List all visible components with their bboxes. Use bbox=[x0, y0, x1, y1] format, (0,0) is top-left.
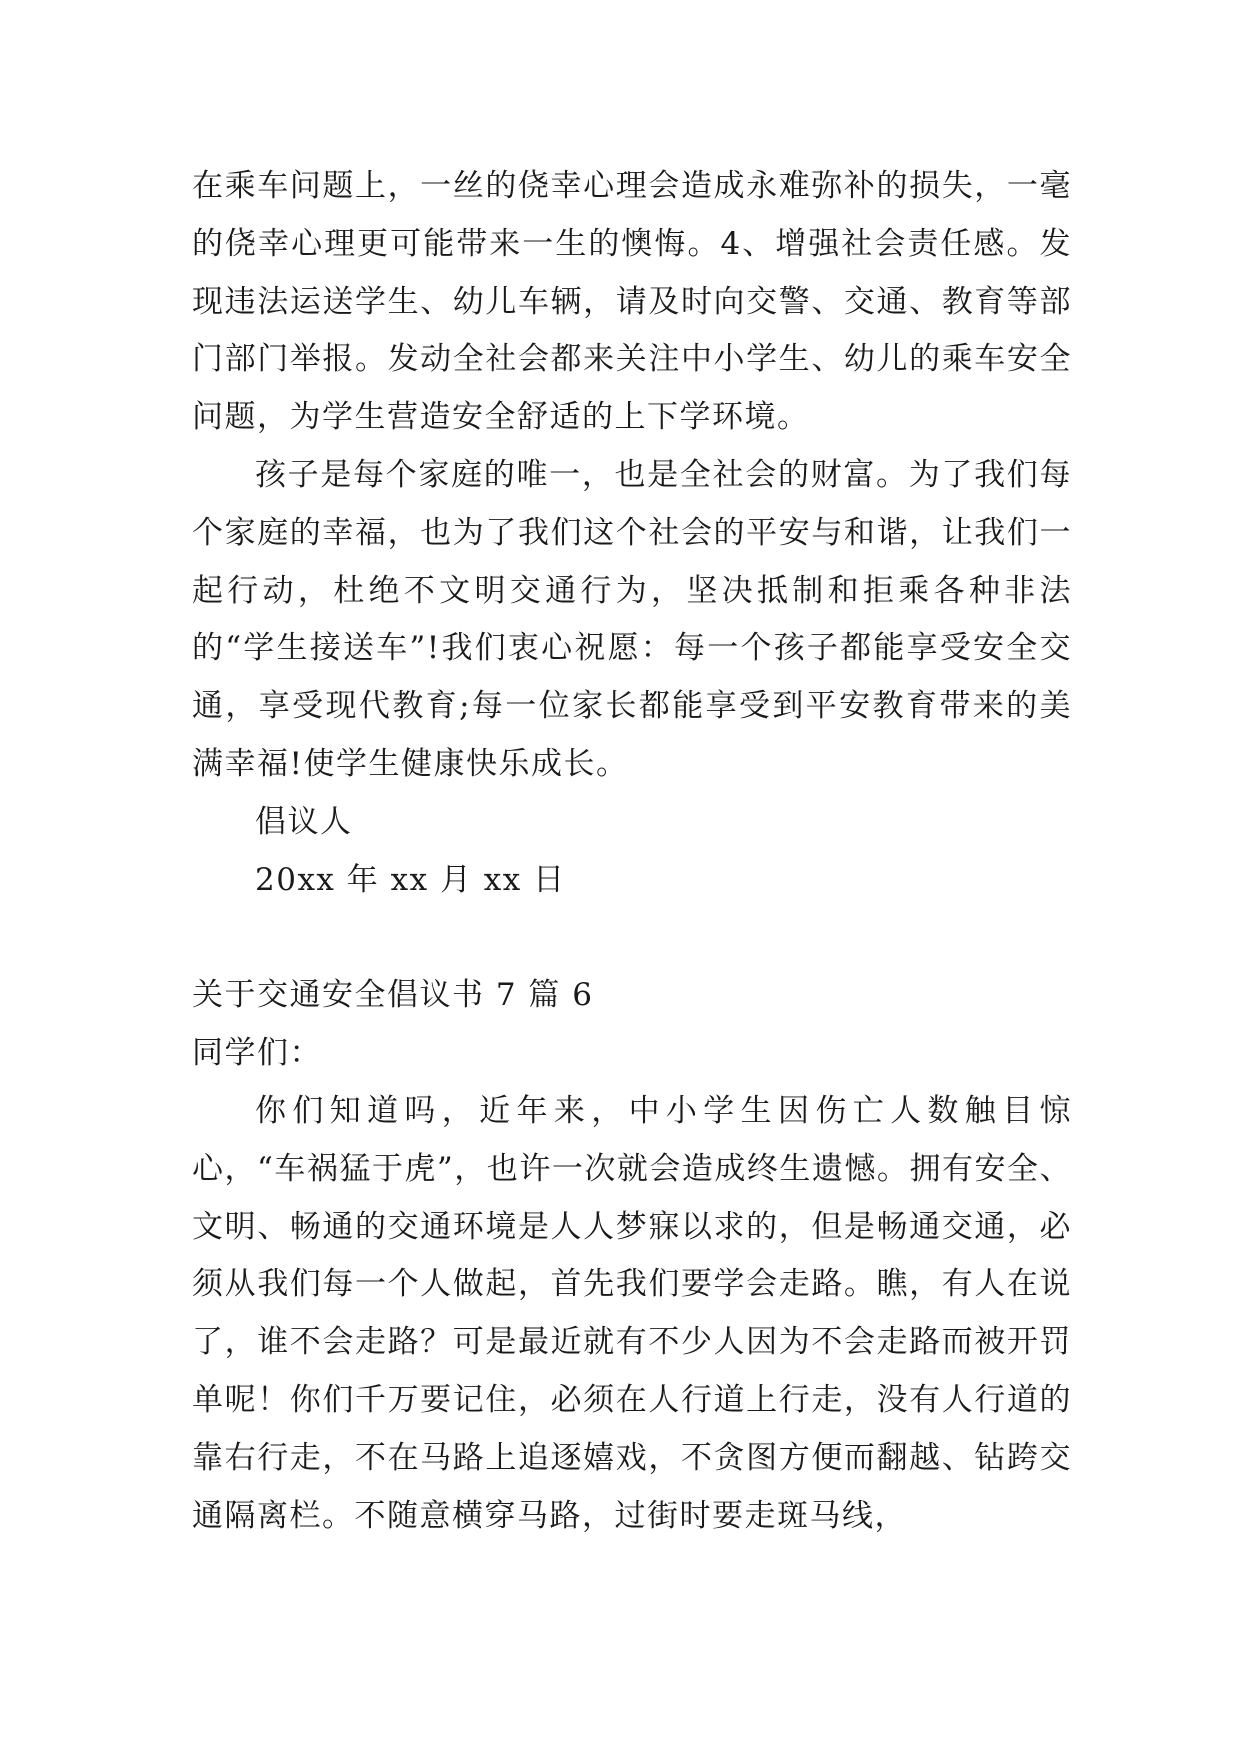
paragraph-responsibility: 在乘车问题上，一丝的侥幸心理会造成永难弥补的损失，一毫的侥幸心理更可能带来一生的懊悔。4、增强社会责任感。发现违法运送学生、幼儿车辆，请及时向交警、交通、教育等部门部门举报。发动全社会都来关注中小学生、幼儿的乘车安全问题，为学生营造安全舒适的上下学环境。 bbox=[192, 168, 1072, 436]
greeting: 同学们： bbox=[192, 1035, 322, 1072]
document-body bbox=[192, 158, 1072, 1545]
section-title: 关于交通安全倡议书 7 篇 6 bbox=[192, 977, 594, 1014]
signature-label: 倡议人 bbox=[255, 803, 353, 840]
section-spacer bbox=[192, 909, 1072, 967]
paragraph-walking-safety: 你们知道吗，近年来，中小学生因伤亡人数触目惊心，“车祸猛于虎”，也许一次就会造成终生遗憾。拥有安全、文明、畅通的交通环境是人人梦寐以求的，但是畅通交通，必须从我们每一个人做起，首先我们要学会走路。瞧，有人在说了，谁不会走路？可是最近就有不少人因为不会走路而被开罚单呢！你们千万要记住，必须在人行道上行走，没有人行道的靠右行走，不在马路上追逐嬉戏，不贪图方便而翻越、钻跨交通隔离栏。不随意横穿马路，过街时要走斑马线， bbox=[192, 1092, 1072, 1534]
signature-date: 20xx 年 xx 月 xx 日 bbox=[255, 861, 566, 898]
paragraph-children-wealth: 孩子是每个家庭的唯一，也是全社会的财富。为了我们每个家庭的幸福，也为了我们这个社会的平安与和谐，让我们一起行动，杜绝不文明交通行为，坚决抵制和拒乘各种非法的“学生接送车”!我们衷心祝愿：每一个孩子都能享受安全交通，享受现代教育;每一位家长都能享受到平安教育带来的美满幸福!使学生健康快乐成长。 bbox=[192, 456, 1072, 782]
